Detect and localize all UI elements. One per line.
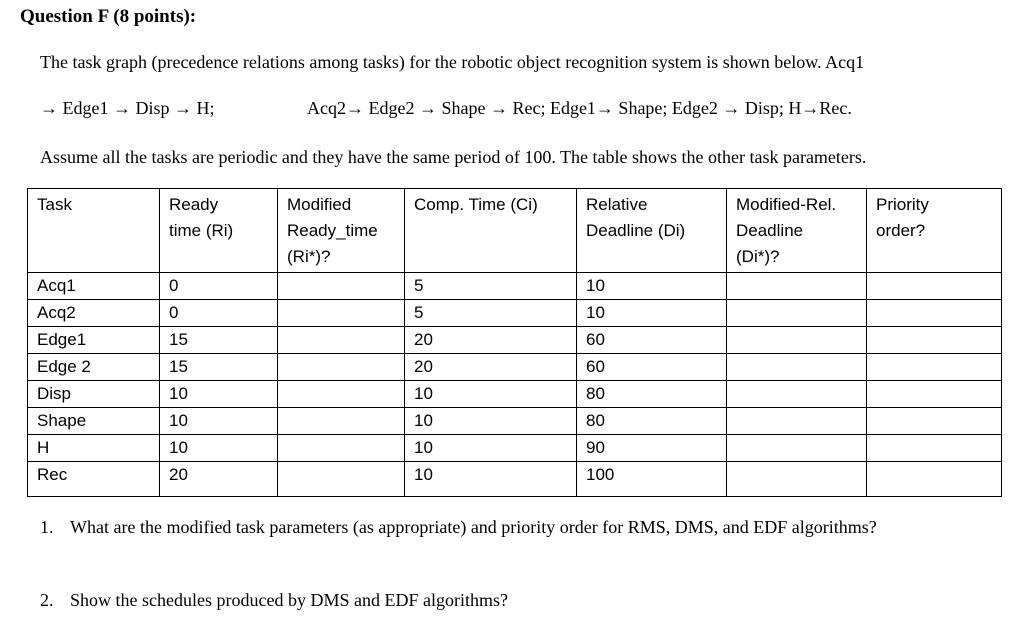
cell-modified-ready-time: [278, 408, 405, 435]
table-row: [28, 408, 1002, 435]
cell-task: Rec: [28, 462, 160, 497]
question-heading: Question F (8 points):: [20, 6, 197, 27]
cell-relative-deadline: 60: [577, 327, 727, 354]
intro-line-1: The task graph (precedence relations among tasks) for the robotic object recognition system is shown below. Acq1: [40, 52, 865, 72]
header-relative-deadline-label: Relative Deadline (Di): [586, 195, 686, 240]
table-row: [28, 327, 1002, 354]
question-2-number: 2.: [40, 590, 54, 610]
header-ready-time-label: Ready time (Ri): [169, 195, 234, 240]
cell-priority-order: [867, 435, 1002, 462]
cell-relative-deadline: 90: [577, 435, 727, 462]
header-task-label: Task: [37, 195, 72, 214]
cell-comp-time: 10: [405, 462, 577, 497]
cell-comp-time: 5: [405, 273, 577, 300]
cell-priority-order: [867, 408, 1002, 435]
cell-modified-rel-deadline: [727, 354, 867, 381]
cell-relative-deadline: 100: [577, 462, 727, 497]
header-comp-time-label: Comp. Time (Ci): [414, 195, 538, 214]
header-relative-deadline: [577, 189, 727, 273]
table-row: [28, 300, 1002, 327]
header-modified-rel-deadline-label: Modified-Rel. Deadline (Di*)?: [736, 195, 837, 266]
cell-task: Acq1: [28, 273, 160, 300]
cell-modified-rel-deadline: [727, 408, 867, 435]
table-row: [28, 273, 1002, 300]
table-row: [28, 381, 1002, 408]
intro-line-2-part-1: → Edge1 → Disp → H;: [40, 98, 215, 118]
cell-comp-time: 10: [405, 381, 577, 408]
intro-line-2-part-2: Acq2→ Edge2 → Shape → Rec; Edge1→ Shape; Edge2 → Disp; H→Rec.: [307, 98, 852, 118]
question-1-number: 1.: [40, 517, 54, 537]
cell-ready-time: 10: [160, 435, 278, 462]
cell-relative-deadline: 60: [577, 354, 727, 381]
cell-modified-ready-time: [278, 300, 405, 327]
cell-modified-ready-time: [278, 327, 405, 354]
cell-task: Acq2: [28, 300, 160, 327]
cell-ready-time: 0: [160, 273, 278, 300]
cell-task: Edge 2: [28, 354, 160, 381]
table-body: [28, 273, 1002, 497]
cell-modified-ready-time: [278, 273, 405, 300]
header-task: [28, 189, 160, 273]
header-ready-time: [160, 189, 278, 273]
task-parameters-table: [27, 188, 1002, 497]
cell-priority-order: [867, 300, 1002, 327]
cell-task: Disp: [28, 381, 160, 408]
cell-modified-rel-deadline: [727, 273, 867, 300]
cell-relative-deadline: 80: [577, 408, 727, 435]
cell-priority-order: [867, 354, 1002, 381]
cell-relative-deadline: 10: [577, 273, 727, 300]
cell-relative-deadline: 80: [577, 381, 727, 408]
cell-modified-rel-deadline: [727, 381, 867, 408]
cell-comp-time: 20: [405, 354, 577, 381]
table-row: [28, 435, 1002, 462]
cell-modified-rel-deadline: [727, 462, 867, 497]
cell-modified-ready-time: [278, 354, 405, 381]
header-priority-order: [867, 189, 1002, 273]
cell-comp-time: 10: [405, 408, 577, 435]
question-1: [40, 515, 980, 539]
cell-modified-ready-time: [278, 462, 405, 497]
cell-comp-time: 5: [405, 300, 577, 327]
table-row: [28, 354, 1002, 381]
cell-modified-rel-deadline: [727, 327, 867, 354]
header-priority-order-label: Priority order?: [876, 195, 929, 240]
question-2-text: Show the schedules produced by DMS and EDF algorithms?: [70, 590, 508, 610]
cell-modified-ready-time: [278, 381, 405, 408]
table-row: [28, 462, 1002, 497]
cell-task: H: [28, 435, 160, 462]
cell-relative-deadline: 10: [577, 300, 727, 327]
cell-task: Edge1: [28, 327, 160, 354]
header-comp-time: [405, 189, 577, 273]
cell-modified-rel-deadline: [727, 435, 867, 462]
cell-comp-time: 20: [405, 327, 577, 354]
cell-ready-time: 10: [160, 408, 278, 435]
header-modified-rel-deadline: [727, 189, 867, 273]
cell-ready-time: 0: [160, 300, 278, 327]
intro-line-3: Assume all the tasks are periodic and they have the same period of 100. The table shows the other task parameters.: [40, 147, 867, 167]
cell-priority-order: [867, 381, 1002, 408]
question-1-text: What are the modified task parameters (as appropriate) and priority order for RMS, DMS, and EDF algorithms?: [70, 517, 877, 537]
cell-comp-time: 10: [405, 435, 577, 462]
cell-priority-order: [867, 273, 1002, 300]
cell-priority-order: [867, 462, 1002, 497]
table-header: [28, 189, 1002, 273]
cell-task: Shape: [28, 408, 160, 435]
question-2: [40, 590, 508, 611]
cell-ready-time: 10: [160, 381, 278, 408]
cell-ready-time: 20: [160, 462, 278, 497]
header-row: [28, 189, 1002, 273]
cell-ready-time: 15: [160, 354, 278, 381]
header-modified-ready-time: [278, 189, 405, 273]
cell-modified-rel-deadline: [727, 300, 867, 327]
header-modified-ready-time-label: Modified Ready_time (Ri*)?: [287, 195, 378, 266]
cell-ready-time: 15: [160, 327, 278, 354]
cell-priority-order: [867, 327, 1002, 354]
cell-modified-ready-time: [278, 435, 405, 462]
